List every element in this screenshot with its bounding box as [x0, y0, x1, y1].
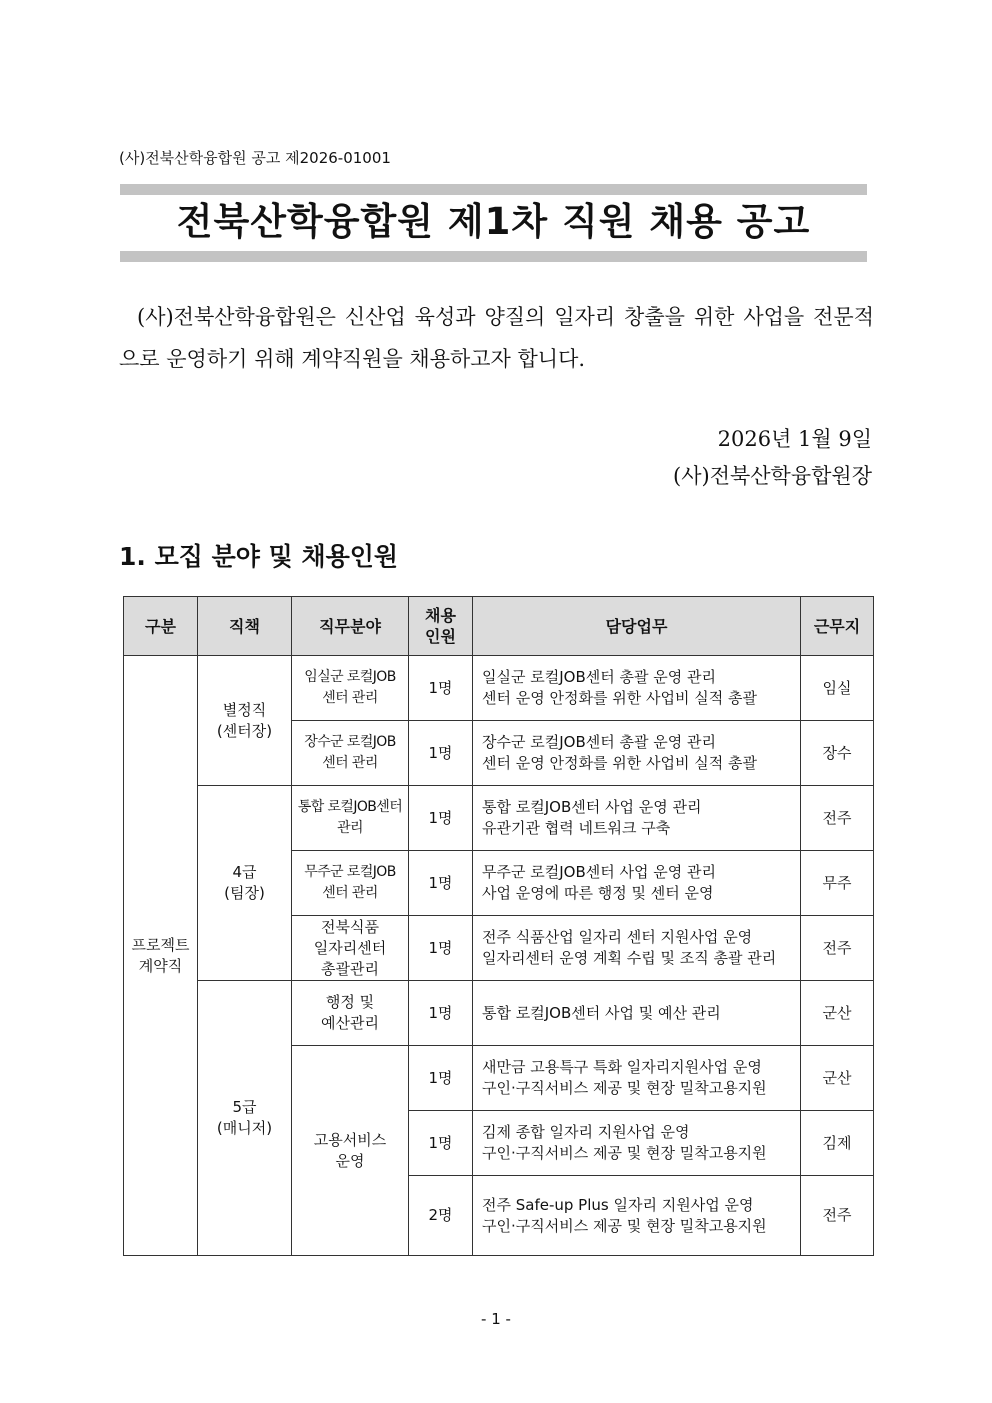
- notice-number: (사)전북산학융합원 공고 제2026-01001: [119, 149, 391, 167]
- location-cell: 무주: [801, 851, 874, 916]
- header-position: 직책: [198, 597, 292, 656]
- signer: (사)전북산학융합원장: [673, 464, 872, 488]
- position-cell: 4급 (팀장): [198, 786, 292, 981]
- table-row: [124, 786, 874, 851]
- header-category: 구분: [124, 597, 198, 656]
- header-location: 근무지: [801, 597, 874, 656]
- position-cell: 5급 (매니저): [198, 981, 292, 1256]
- category-cell: 프로젝트 계약직: [124, 656, 198, 1256]
- location-cell: 전주: [801, 1176, 874, 1256]
- notice-date: 2026년 1월 9일: [717, 427, 872, 451]
- location-cell: 군산: [801, 981, 874, 1046]
- location-cell: 군산: [801, 1046, 874, 1111]
- header-duties: 담당업무: [473, 597, 801, 656]
- page-title: 전북산학융합원 제1차 직원 채용 공고: [176, 200, 811, 243]
- field-cell: 무주군 로컬JOB 센터 관리: [292, 851, 409, 916]
- section-heading: 1. 모집 분야 및 채용인원: [119, 542, 399, 571]
- count-cell: 1명: [409, 721, 473, 786]
- duties-cell: 통합 로컬JOB센터 사업 및 예산 관리: [473, 981, 801, 1046]
- count-cell: 1명: [409, 851, 473, 916]
- title-bar-top: [120, 184, 867, 195]
- header-count: 채용 인원: [409, 597, 473, 656]
- location-cell: 전주: [801, 916, 874, 981]
- count-cell: 1명: [409, 1111, 473, 1176]
- position-cell: 별정직 (센터장): [198, 656, 292, 786]
- duties-cell: 무주군 로컬JOB센터 사업 운영 관리 사업 운영에 따른 행정 및 센터 운영: [473, 851, 801, 916]
- duties-cell: 전주 Safe-up Plus 일자리 지원사업 운영 구인·구직서비스 제공 및 현장 밀착고용지원: [473, 1176, 801, 1256]
- recruitment-table: [123, 596, 874, 1256]
- location-cell: 김제: [801, 1111, 874, 1176]
- field-cell: 임실군 로컬JOB 센터 관리: [292, 656, 409, 721]
- count-cell: 1명: [409, 981, 473, 1046]
- header-field: 직무분야: [292, 597, 409, 656]
- table-header-row: [124, 597, 874, 656]
- duties-cell: 김제 종합 일자리 지원사업 운영 구인·구직서비스 제공 및 현장 밀착고용지원: [473, 1111, 801, 1176]
- field-cell: 고용서비스 운영: [292, 1046, 409, 1256]
- field-cell: 통합 로컬JOB센터 관리: [292, 786, 409, 851]
- table-row: [124, 981, 874, 1046]
- count-cell: 1명: [409, 916, 473, 981]
- location-cell: 장수: [801, 721, 874, 786]
- field-cell: 행정 및 예산관리: [292, 981, 409, 1046]
- count-cell: 2명: [409, 1176, 473, 1256]
- field-cell: 전북식품 일자리센터 총괄관리: [292, 916, 409, 981]
- location-cell: 전주: [801, 786, 874, 851]
- duties-cell: 새만금 고용특구 특화 일자리지원사업 운영 구인·구직서비스 제공 및 현장 밀착고용지원: [473, 1046, 801, 1111]
- count-cell: 1명: [409, 786, 473, 851]
- table-row: [124, 656, 874, 721]
- intro-paragraph: (사)전북산학융합원은 신산업 육성과 양질의 일자리 창출을 위한 사업을 전문적으로 운영하기 위해 계약직원을 채용하고자 합니다.: [119, 305, 874, 371]
- duties-cell: 전주 식품산업 일자리 센터 지원사업 운영 일자리센터 운영 계획 수립 및 조직 총괄 관리: [473, 916, 801, 981]
- title-bar-bottom: [120, 251, 867, 262]
- count-cell: 1명: [409, 656, 473, 721]
- duties-cell: 장수군 로컬JOB센터 총괄 운영 관리 센터 운영 안정화를 위한 사업비 실적 총괄: [473, 721, 801, 786]
- duties-cell: 통합 로컬JOB센터 사업 운영 관리 유관기관 협력 네트워크 구축: [473, 786, 801, 851]
- count-cell: 1명: [409, 1046, 473, 1111]
- duties-cell: 일실군 로컬JOB센터 총괄 운영 관리 센터 운영 안정화를 위한 사업비 실적 총괄: [473, 656, 801, 721]
- location-cell: 임실: [801, 656, 874, 721]
- field-cell: 장수군 로컬JOB 센터 관리: [292, 721, 409, 786]
- page-number: - 1 -: [481, 1310, 511, 1328]
